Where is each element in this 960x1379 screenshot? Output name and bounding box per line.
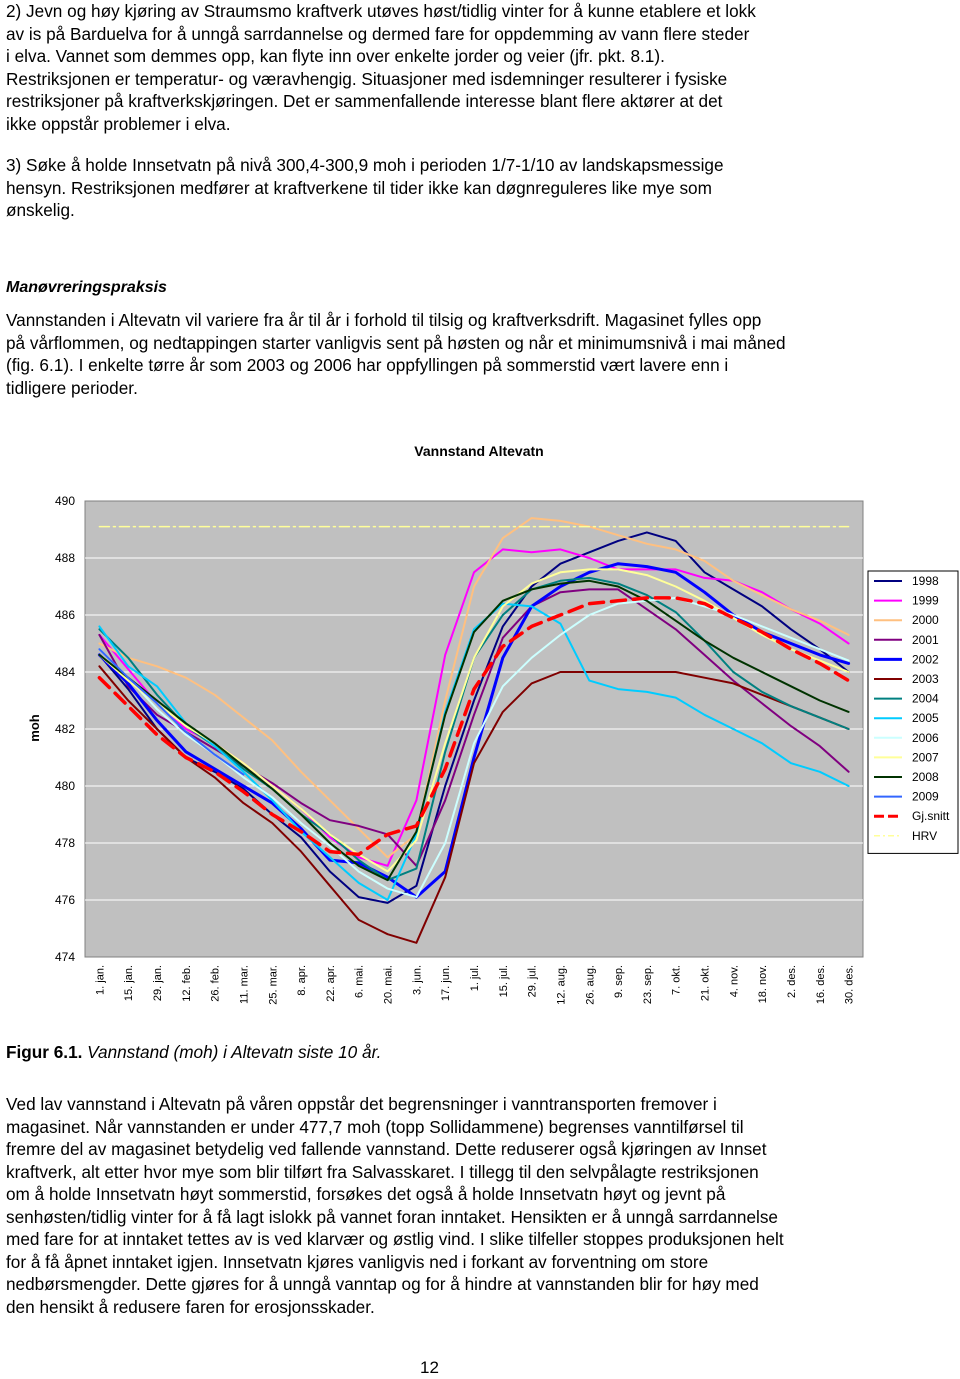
legend [868,571,958,853]
legend-label: 2001 [912,632,939,647]
x-tick-label: 23. sep. [641,965,654,1005]
x-tick-label: 2. des. [785,965,798,999]
text-line: på vårflommen, og nedtappingen starter vanligvis sent på høsten og når et minimumsnivå i mai måned [6,332,786,353]
legend-label: HRV [912,828,938,843]
x-tick-label: 29. jul. [526,965,539,998]
text-line: med fare for at inntaket tettes av is ved klarvær og østlig vind. I slike tilfeller stoppes produksjonen helt [6,1229,784,1249]
x-tick-label: 18. nov. [757,965,770,1004]
text-line: i elva. Vannet som demmes opp, kan flyte inn over enkelte jorder og veier (jfr. pkt. 8.1). [6,46,665,66]
legend-label: 2005 [912,711,939,726]
text-line: 3) Søke å holde Innsetvatn på nivå 300,4-300,9 moh i perioden 1/7-1/10 av landskapsmessige [6,155,724,175]
text-line: restriksjoner på kraftverkskjøringen. Det er sammenfallende interesse blant flere aktører at det [6,91,723,111]
paragraph-manovreringspraksis [6,309,951,399]
text-line: senhøsten/tidlig vinter for å få lagt islokk på vannet foran inntaket. Hensikten er å unngå sarrdannelse [6,1206,778,1227]
legend-label: 2009 [912,789,939,804]
section-heading: Manøvreringspraksis [6,279,167,296]
text-line: av is på Barduelva for å unngå sarrdannelse og dermed fare for oppdemming av vann flere steder [6,23,750,44]
text-line: hensyn. Restriksjonen medfører at kraftverkene til tider ikke kan døgnreguleres like mye som [6,177,712,198]
x-tick-label: 7. okt. [670,965,683,995]
text-line: fremre del av magasinet betydelig ved fallende vannstand. Dette reduserer også kjøringen av Innset [6,1139,767,1159]
x-tick-label: 25. mar. [267,965,280,1005]
text-line: ønskelig. [6,200,75,220]
x-tick-label: 11. mar. [238,965,251,1004]
paragraph-item-2 [6,0,951,135]
text-line: nedbørsmengder. Dette gjøres for å unngå vanntap og for å hindre at vannstanden blir for høy med [6,1274,759,1294]
y-tick-label: 478 [54,836,75,850]
legend-label: 2004 [912,691,939,706]
x-tick-label: 1. jul. [469,965,481,992]
text-line: Ved lav vannstand i Altevatn på våren oppstår det begrensninger i vanntransporten fremover i [6,1094,717,1114]
legend-label: 1998 [912,574,939,588]
x-tick-label: 30. des. [843,965,856,1005]
y-tick-label: 482 [54,722,75,736]
x-tick-label: 3. jun. [411,965,424,995]
x-tick-label: 21. okt. [699,965,712,1002]
y-tick-label: 474 [54,950,75,964]
water-level-chart [0,430,960,1030]
x-tick-label: 12. aug. [555,965,568,1005]
x-tick-label: 6. mai. [353,965,366,999]
x-tick-label: 12. feb. [180,965,193,1002]
text-line: kraftverk, alt etter hvor mye som blir tilført fra Salvasskaret. I tillegg til den selvpålagte restriksjonen [6,1161,759,1182]
x-tick-label: 26. aug. [584,965,597,1005]
y-tick-label: 480 [54,779,75,793]
chart-title: Vannstand Altevatn [414,443,544,459]
text-line: 2) Jevn og høy kjøring av Straumsmo kraftverk utøves høst/tidlig vinter for å kunne etablere et lokk [6,1,756,21]
legend-label: 1999 [912,593,939,608]
figure-caption-text: Vannstand (moh) i Altevatn siste 10 år. [82,1042,382,1062]
y-tick-label: 488 [54,551,75,565]
text-line: (fig. 6.1). I enkelte tørre år som 2003 og 2006 har oppfyllingen på sommerstid vært lavere enn i [6,355,729,375]
x-tick-label: 8. apr. [296,965,309,996]
x-tick-label: 9. sep. [613,965,626,999]
figure-caption [6,1042,381,1063]
figure-number: Figur 6.1. [6,1042,83,1062]
text-line: Vannstanden i Altevatn vil variere fra år til år i forhold til tilsig og kraftverksdrift. Magasinet fylles opp [6,310,762,330]
y-tick-label: 484 [54,665,75,679]
text-line: Restriksjonen er temperatur- og væravhengig. Situasjoner med isdemninger resulterer i fysiske [6,68,728,89]
x-tick-label: 16. des. [814,965,827,1005]
x-tick-label: 17. jun. [440,965,453,1002]
y-tick-label: 486 [54,608,75,622]
text-line: den hensikt å redusere faren for erosjonsskader. [6,1296,375,1317]
x-tick-label: 29. jan. [152,965,165,1002]
legend-label: Gj.snitt [912,809,950,824]
y-tick-label: 490 [54,494,75,508]
legend-label: 2003 [912,672,939,686]
paragraph-item-3 [6,154,951,222]
x-tick-label: 1. jan. [94,965,107,995]
page-number: 12 [420,1358,439,1377]
x-tick-label: 20. mai. [382,965,395,1005]
x-tick-label: 15. jul. [497,965,510,998]
legend-label: 2006 [912,730,939,745]
x-tick-label: 22. apr. [324,965,337,1002]
legend-label: 2008 [912,770,939,784]
plot-area [55,494,863,1005]
x-tick-label: 26. feb. [209,965,222,1002]
paragraph-after-figure [6,1093,951,1318]
text-line: om å holde Innsetvatn høyt sommerstid, forsøkes det også å holde Innsetvatn høyt og jevnt på [6,1184,726,1204]
text-line: for å få åpnet inntaket igjen. Innsetvatn kjøres vanligvis ned i forkant av forventning om store [6,1251,709,1272]
text-line: ikke oppstår problemer i elva. [6,113,231,134]
legend-label: 2002 [912,652,939,667]
text-line: magasinet. Når vannstanden er under 477,7 moh (topp Sollidammene) begrenses vanntilførsel til [6,1116,744,1137]
y-tick-label: 476 [54,893,75,907]
x-tick-label: 15. jan. [123,965,136,1002]
x-tick-label: 4. nov. [728,965,741,998]
legend-label: 2007 [912,750,939,765]
text-line: tidligere perioder. [6,377,138,398]
legend-label: 2000 [912,613,939,628]
y-axis-label: moh [27,714,42,742]
